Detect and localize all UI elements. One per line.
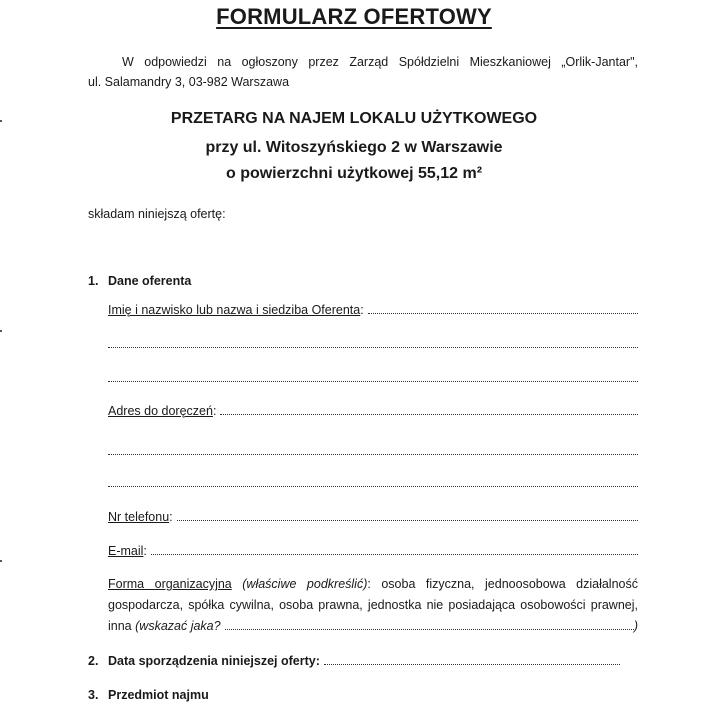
section-2-title: Data sporządzenia niniejszej oferty: bbox=[108, 654, 320, 668]
address-field-line-3[interactable] bbox=[108, 486, 638, 487]
org-line-1 bbox=[108, 577, 638, 591]
colon: : bbox=[143, 544, 147, 558]
section-3-title: Przedmiot najmu bbox=[108, 688, 209, 702]
org-line-3 bbox=[108, 619, 638, 633]
section-2-row bbox=[88, 654, 620, 668]
scan-mark bbox=[0, 330, 2, 332]
heading-line-1: PRZETARG NA NAJEM LOKALU UŻYTKOWEGO bbox=[170, 110, 538, 127]
section-1-title: Dane oferenta bbox=[108, 274, 192, 288]
heading-line-2: przy ul. Witoszyńskiego 2 w Warszawie bbox=[205, 139, 503, 156]
name-label: Imię i nazwisko lub nazwa i siedziba Oferenta bbox=[108, 303, 361, 317]
heading-line-3: o powierzchni użytkowej 55,12 m² bbox=[225, 165, 483, 182]
org-line-3-hint: (wskazać jaka? bbox=[135, 619, 221, 633]
phone-label: Nr telefonu bbox=[108, 510, 170, 524]
org-line-3-prefix: inna bbox=[108, 619, 132, 633]
colon: : bbox=[360, 303, 364, 317]
section-3-number: 3. bbox=[88, 688, 99, 702]
name-field[interactable] bbox=[368, 312, 638, 314]
scan-mark bbox=[0, 560, 2, 562]
phone-row bbox=[108, 510, 638, 524]
intro-line-2: ul. Salamandry 3, 03-982 Warszawa bbox=[88, 75, 290, 89]
address-field-line-2[interactable] bbox=[108, 454, 638, 455]
section-1-number: 1. bbox=[88, 274, 99, 288]
address-field[interactable] bbox=[220, 413, 638, 415]
name-row bbox=[108, 303, 638, 317]
date-field[interactable] bbox=[324, 663, 620, 665]
org-hint: (właściwe podkreślić) bbox=[242, 577, 368, 591]
colon: : bbox=[169, 510, 173, 524]
org-line-2: gospodarcza, spółka cywilna, osoba prawna, jednostka nie posiadająca osobowości prawnej, bbox=[108, 598, 638, 612]
section-2-number: 2. bbox=[88, 654, 99, 668]
colon: : bbox=[212, 404, 217, 418]
address-row bbox=[108, 404, 638, 418]
form-title: FORMULARZ OFERTOWY bbox=[216, 4, 492, 29]
offer-text: składam niniejszą ofertę: bbox=[88, 207, 226, 221]
phone-field[interactable] bbox=[177, 519, 638, 521]
org-line-1-text: : osoba fizyczna, jednoosobowa działalność bbox=[367, 577, 638, 591]
name-field-line-2[interactable] bbox=[108, 347, 638, 348]
name-field-line-3[interactable] bbox=[108, 381, 638, 382]
org-label: Forma organizacyjna bbox=[108, 577, 232, 591]
email-row bbox=[108, 544, 638, 558]
address-label: Adres do doręczeń bbox=[108, 404, 213, 418]
org-other-field[interactable] bbox=[225, 628, 634, 630]
org-line-3-end: ) bbox=[633, 619, 638, 633]
intro-line-1: W odpowiedzi na ogłoszony przez Zarząd Spółdzielni Mieszkaniowej „Orlik-Jantar", bbox=[122, 55, 638, 69]
email-label: E-mail bbox=[108, 544, 144, 558]
email-field[interactable] bbox=[151, 553, 638, 555]
